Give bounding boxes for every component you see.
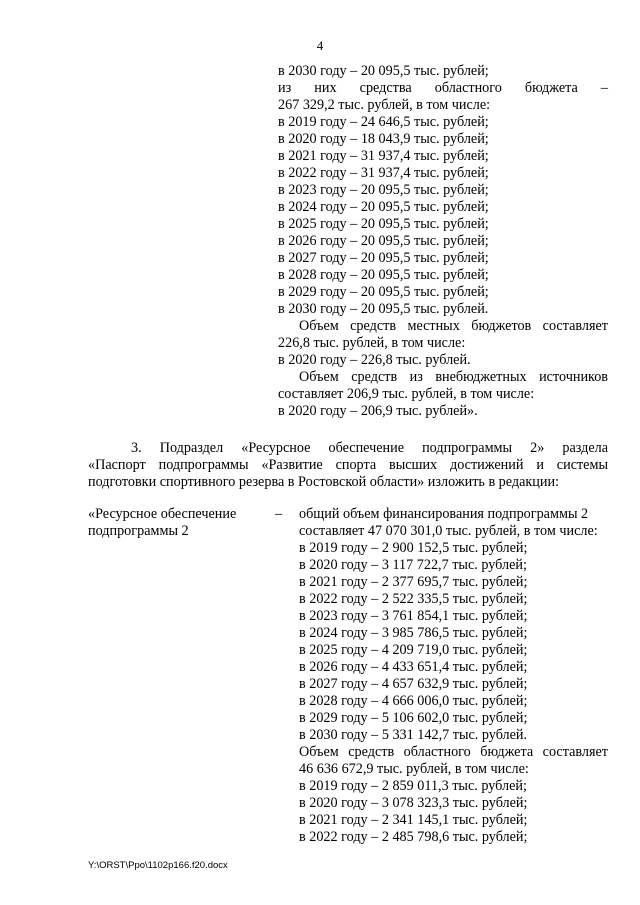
text-line: в 2026 году – 4 433 651,4 тыс. рублей; — [299, 659, 528, 675]
text-line: в 2024 году – 20 095,5 тыс. рублей; — [278, 199, 489, 215]
text-line: в 2027 году – 4 657 632,9 тыс. рублей; — [299, 676, 528, 692]
text-line: в 2030 году – 20 095,5 тыс. рублей; — [278, 63, 489, 79]
text-line: в 2022 году – 2 485 798,6 тыс. рублей; — [299, 829, 528, 845]
text-line: в 2021 году – 2 341 145,1 тыс. рублей; — [299, 812, 528, 828]
page-number: 4 — [316, 38, 324, 53]
text-line: общий объем финансирования подпрограммы 2 — [299, 506, 589, 522]
text-line: в 2020 году – 18 043,9 тыс. рублей; — [278, 131, 489, 147]
text-line: Объем средств из внебюджетных источников — [299, 369, 608, 385]
text-line: в 2022 году – 2 522 335,5 тыс. рублей; — [299, 591, 528, 607]
text-line: в 2020 году – 206,9 тыс. рублей». — [278, 403, 478, 419]
text-line: в 2021 году – 2 377 695,7 тыс. рублей; — [299, 574, 528, 590]
text-line: 46 636 672,9 тыс. рублей, в том числе: — [299, 761, 529, 777]
text-line: 267 329,2 тыс. рублей, в том числе: — [278, 97, 491, 113]
label-dash: – — [275, 506, 283, 522]
resource-label: подпрограммы 2 — [88, 523, 189, 539]
text-line: в 2020 году – 226,8 тыс. рублей. — [278, 352, 471, 368]
footer-file-path: Y:\ORST\Ppo\1102p166.f20.docx — [88, 860, 228, 871]
text-line: в 2022 году – 31 937,4 тыс. рублей; — [278, 165, 489, 181]
resource-label: «Ресурсное обеспечение — [88, 506, 237, 522]
text-line: Объем средств областного бюджета составляет — [299, 744, 608, 760]
text-line: в 2020 году – 3 078 323,3 тыс. рублей; — [299, 795, 528, 811]
text-line: в 2028 году – 4 666 006,0 тыс. рублей; — [299, 693, 528, 709]
paragraph-line: «Паспорт подпрограммы «Развитие спорта высших достижений и системы — [88, 457, 608, 473]
text-line: составляет 206,9 тыс. рублей, в том числе: — [278, 386, 535, 402]
text-line: в 2030 году – 5 331 142,7 тыс. рублей. — [299, 727, 528, 743]
text-line: составляет 47 070 301,0 тыс. рублей, в том числе: — [299, 523, 598, 539]
text-line: в 2019 году – 2 859 011,3 тыс. рублей; — [299, 778, 527, 794]
text-line: в 2023 году – 3 761 854,1 тыс. рублей; — [299, 608, 528, 624]
text-line: в 2025 году – 20 095,5 тыс. рублей; — [278, 216, 489, 232]
text-line: 226,8 тыс. рублей, в том числе: — [278, 335, 466, 351]
text-line: в 2026 году – 20 095,5 тыс. рублей; — [278, 233, 489, 249]
text-line: в 2019 году – 2 900 152,5 тыс. рублей; — [299, 540, 528, 556]
text-line: в 2028 году – 20 095,5 тыс. рублей; — [278, 267, 489, 283]
text-line: в 2030 году – 20 095,5 тыс. рублей. — [278, 301, 489, 317]
text-line: в 2020 году – 3 117 722,7 тыс. рублей; — [299, 557, 527, 573]
text-line: в 2024 году – 3 985 786,5 тыс. рублей; — [299, 625, 528, 641]
paragraph-line: 3. Подраздел «Ресурсное обеспечение подпрограммы 2» раздела — [131, 440, 608, 456]
text-line: Объем средств местных бюджетов составляет — [299, 318, 608, 334]
text-line: в 2027 году – 20 095,5 тыс. рублей; — [278, 250, 489, 266]
text-line: в 2021 году – 31 937,4 тыс. рублей; — [278, 148, 489, 164]
text-line: в 2029 году – 20 095,5 тыс. рублей; — [278, 284, 489, 300]
paragraph-line: подготовки спортивного резерва в Ростовской области» изложить в редакции: — [88, 474, 560, 490]
text-line: в 2019 году – 24 646,5 тыс. рублей; — [278, 114, 489, 130]
text-line: в 2029 году – 5 106 602,0 тыс. рублей; — [299, 710, 528, 726]
text-line: из них средства областного бюджета – — [278, 80, 608, 96]
text-line: в 2023 году – 20 095,5 тыс. рублей; — [278, 182, 489, 198]
text-line: в 2025 году – 4 209 719,0 тыс. рублей; — [299, 642, 528, 658]
